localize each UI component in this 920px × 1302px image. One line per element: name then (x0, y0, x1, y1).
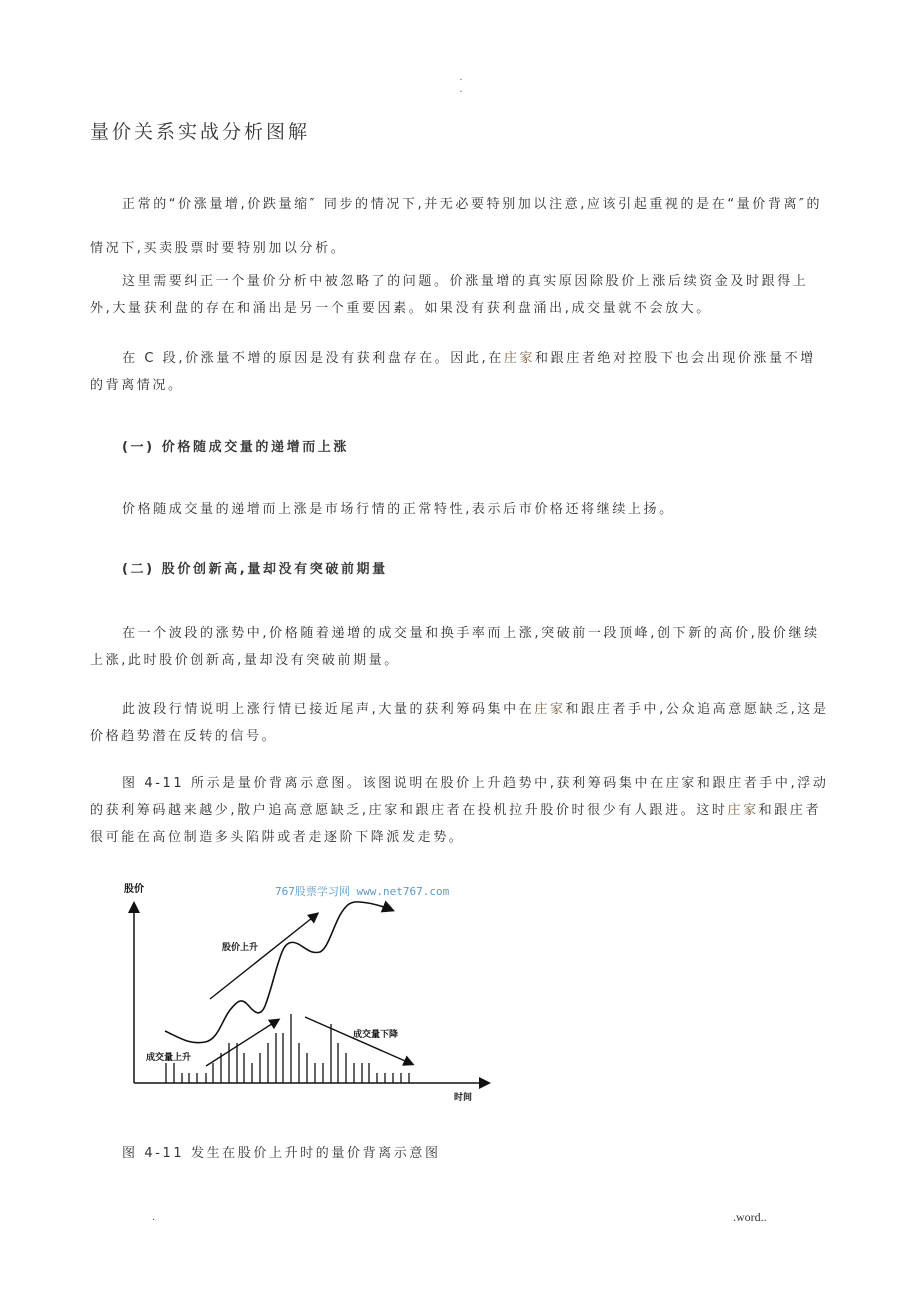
header-dot: . (459, 84, 463, 95)
paragraph-wave (90, 620, 830, 674)
price-curve (165, 902, 392, 1043)
figure-caption: 图 4-11 发生在股价上升时的量价背离示意图 (122, 1146, 441, 1161)
document-title: 量价关系实战分析图解 (90, 120, 311, 143)
paragraph-text: 和跟庄者很可能在高位制造多头陷阱或者走逐阶下降派发走势。 (90, 803, 822, 845)
highlighted-term: 庄家 (534, 702, 566, 717)
volume-price-divergence-diagram (110, 870, 510, 1110)
paragraph-text: 和跟庄者手中,公众追高意愿缺乏,这是价格趋势潜在反转的信号。 (90, 702, 829, 744)
price-rise-label: 股价上升 (222, 943, 259, 953)
y-axis-label: 股价 (124, 884, 144, 895)
paragraph-text: 正常的“价涨量增,价跌量缩″ 同步的情况下,并无必要特别加以注意,应该引起重视的是在“量价背离″的情况下,买卖股票时要特别加以分析。 (90, 197, 823, 256)
price-rise-arrow (210, 914, 317, 999)
x-axis-label: 时间 (454, 1093, 473, 1103)
highlighted-term: 庄家 (727, 803, 759, 818)
volume-bars (166, 1014, 409, 1083)
volume-fall-label: 成交量下降 (353, 1030, 399, 1040)
section-heading-2: (二) 股价创新高,量却没有突破前期量 (122, 562, 388, 577)
paragraph-reversal (90, 696, 830, 750)
header-dot: . (459, 72, 463, 83)
section-body-1 (90, 496, 830, 523)
volume-rise-label: 成交量上升 (146, 1053, 192, 1063)
page-header-dots (458, 72, 464, 96)
paragraph-figure-description (90, 770, 830, 851)
footer-dot: . (152, 1212, 156, 1223)
paragraph-text: 在 C 段,价涨量不增的原因是没有获利盘存在。因此,在 (122, 351, 504, 366)
paragraph-text: 和跟庄者绝对控股下也会出现价涨量不增的背离情况。 (90, 351, 816, 393)
paragraph-text: 价格随成交量的递增而上涨是市场行情的正常特性,表示后市价格还将继续上扬。 (122, 502, 675, 517)
volume-fall-arrow (305, 1017, 412, 1064)
highlighted-term: 庄家 (503, 351, 536, 366)
volume-rise-arrow (206, 1020, 278, 1066)
paragraph-c-segment (90, 345, 830, 399)
section-heading-1: (一) 价格随成交量的递增而上涨 (122, 440, 350, 455)
footer-word-label: .word.. (733, 1210, 767, 1224)
watermark-text: 767股票学习网 www.net767.com (275, 885, 450, 898)
paragraph-correction (90, 268, 830, 322)
paragraph-text: 这里需要纠正一个量价分析中被忽略了的问题。价涨量增的真实原因除股价上涨后续资金及时跟得上外,大量获利盘的存在和涌出是另一个重要因素。如果没有获利盘涌出,成交量就不会放大。 (90, 274, 809, 316)
paragraph-intro (90, 183, 830, 271)
paragraph-text: 在一个波段的涨势中,价格随着递增的成交量和换手率而上涨,突破前一段顶峰,创下新的高价,股价继续上涨,此时股价创新高,量却没有突破前期量。 (90, 626, 820, 668)
paragraph-text: 此波段行情说明上涨行情已接近尾声,大量的获利筹码集中在 (122, 702, 535, 717)
paragraph-text: 图 4-11 所示是量价背离示意图。该图说明在股价上升趋势中,获利筹码集中在庄家和跟庄者手中,浮动的获利筹码越来越少,散户追高意愿缺乏,庄家和跟庄者在投机拉升股价时很少有人跟进。这时 (90, 776, 829, 818)
